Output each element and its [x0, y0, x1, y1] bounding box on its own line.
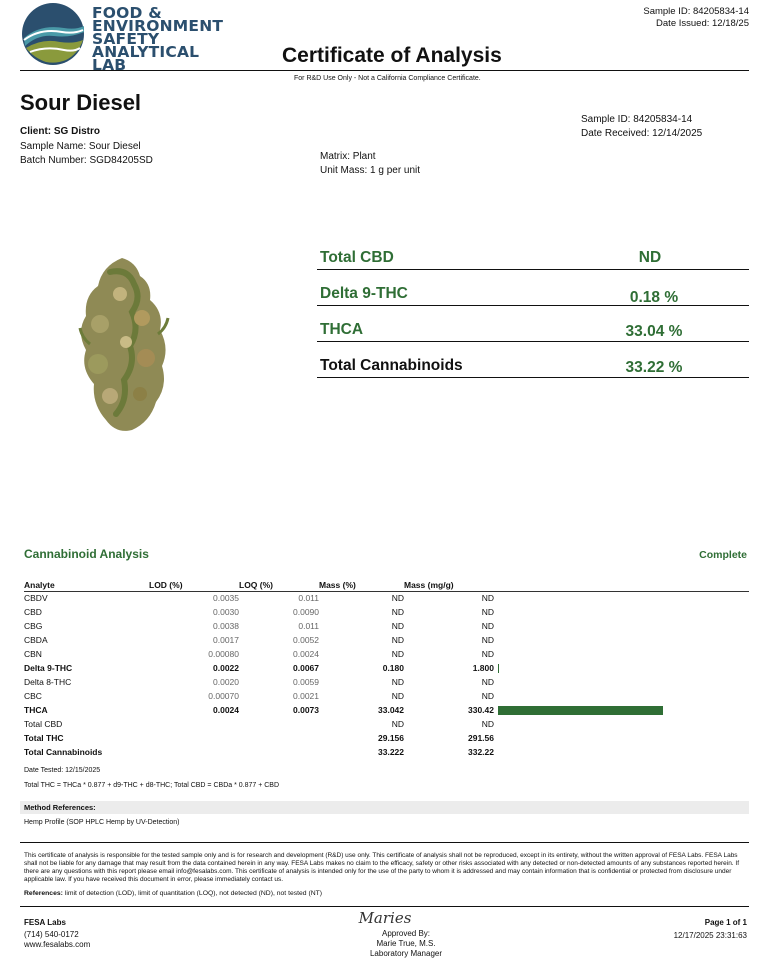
cell-lod: [149, 717, 239, 731]
table-row: [24, 633, 749, 647]
table-row: [24, 647, 749, 661]
method-text: Hemp Profile (SOP HPLC Hemp by UV-Detection): [24, 819, 180, 826]
signature: Maries: [358, 909, 412, 927]
header-subtitle: For R&D Use Only - Not a California Compliance Certificate.: [294, 75, 481, 82]
cell-analyte: CBDA: [24, 635, 48, 645]
col-bar: [494, 579, 749, 591]
footer-website: www.fesalabs.com: [24, 940, 91, 949]
footer-timestamp: 12/17/2025 23:31:63: [673, 931, 747, 940]
cell-mass-mg: 291.56: [468, 733, 494, 743]
cell-loq: 0.0021: [293, 691, 319, 701]
cell-analyte: Total Cannabinoids: [24, 747, 103, 757]
cell-bar: [494, 591, 749, 605]
lab-logo: [20, 2, 224, 74]
unit-mass: Unit Mass: 1 g per unit: [320, 165, 421, 176]
cell-loq: [239, 717, 319, 731]
cell-analyte: Total CBD: [24, 719, 63, 729]
sample-photo: [70, 254, 180, 434]
cell-loq: [239, 745, 319, 759]
col-lod: LOD (%): [149, 579, 239, 591]
cell-loq: 0.0067: [293, 663, 319, 673]
table-body: [24, 591, 749, 759]
analysis-title: Cannabinoid Analysis: [24, 547, 149, 561]
method-divider: [20, 842, 749, 843]
table-row: [24, 731, 749, 745]
cell-mass-mg: ND: [481, 719, 494, 729]
cell-analyte: Total THC: [24, 733, 64, 743]
summary-divider-2: [317, 305, 749, 306]
logo-line-2: ENVIRONMENT: [92, 17, 224, 35]
cell-mass-mg: ND: [481, 677, 494, 687]
footer-divider: [20, 906, 749, 907]
summary-label-delta9: Delta 9-THC: [320, 285, 408, 302]
cell-lod: [149, 731, 239, 745]
summary-value-total-cannabinoids: 33.22 %: [625, 359, 683, 376]
cell-bar: [494, 745, 749, 759]
page-title: Certificate of Analysis: [282, 44, 502, 67]
cell-mass-mg: ND: [481, 649, 494, 659]
summary-value-total-cbd: ND: [638, 249, 662, 266]
cell-loq: [239, 731, 319, 745]
matrix: Matrix: Plant: [320, 151, 376, 162]
summary-value-delta9: 0.18 %: [629, 289, 679, 306]
mass-bar: [498, 664, 499, 673]
cell-lod: 0.0017: [213, 635, 239, 645]
cell-bar: [494, 731, 749, 745]
date-tested: Date Tested: 12/15/2025: [24, 767, 101, 774]
cell-analyte: THCA: [24, 705, 48, 715]
summary-value-thca: 33.04 %: [625, 323, 683, 340]
footer-approver-title: Laboratory Manager: [369, 949, 443, 958]
table-row: [24, 591, 749, 605]
table-row: [24, 605, 749, 619]
cell-mass-pct: ND: [391, 649, 404, 659]
cell-mass-mg: ND: [481, 593, 494, 604]
sample-name: Sample Name: Sour Diesel: [20, 141, 141, 152]
summary-divider-4: [317, 377, 749, 378]
cell-lod: 0.0024: [213, 705, 239, 715]
table-row: [24, 689, 749, 703]
method-header-bar: [20, 801, 749, 814]
footer-phone: (714) 540-0172: [24, 930, 79, 939]
table-row: [24, 745, 749, 759]
summary-label-total-cbd: Total CBD: [320, 249, 394, 266]
cell-analyte: Delta 9-THC: [24, 663, 73, 673]
cell-mass-pct: 33.222: [378, 747, 404, 757]
logo-line-4: ANALYTICAL LAB: [92, 43, 200, 74]
references-label: References:: [24, 890, 63, 897]
footer-approved-by: Approved By:: [381, 929, 431, 938]
cell-mass-pct: 33.042: [378, 705, 404, 715]
cell-bar: [494, 675, 749, 689]
cell-analyte: CBD: [24, 607, 42, 617]
cell-analyte: Delta 8-THC: [24, 677, 72, 687]
cell-mass-pct: ND: [391, 691, 404, 701]
col-loq: LOQ (%): [239, 579, 319, 591]
mass-bar: [498, 706, 663, 715]
disclaimer: This certificate of analysis is responsible for the tested sample only and is for research and development (R&D) use only. This certificate of analysis shall not be reproduced, except in its entirety, without the written approval of FESA Labs. FESA Labs shall not be liable for any damage that may result from the data contained herein in any way. FESA Labs makes no claim to the efficacy, safety or other risks associated with any detected or non-detected amounts of any substances reported herein. If there are any questions with this report please email info@fesalabs.com. This certificate of analysis is intended only for the use of the party to whom it is addressed and may contain information that is confidential or protected from disclosure under applicable law. If you have received this document in error, please immediately contact us.: [24, 852, 740, 883]
cell-loq: 0.0024: [293, 649, 319, 659]
cell-bar: [494, 605, 749, 619]
cell-lod: 0.0030: [213, 607, 239, 617]
references-text: limit of detection (LOD), limit of quantitation (LOQ), not detected (ND), not tested (NT): [62, 890, 323, 897]
cell-lod: 0.0038: [213, 621, 239, 631]
cell-mass-pct: ND: [391, 719, 404, 729]
footer-company: FESA Labs: [24, 918, 66, 927]
cell-bar: [494, 647, 749, 661]
col-mass-pct: Mass (%): [319, 579, 404, 591]
footer-approver: Marie True, M.S.: [376, 939, 436, 948]
cell-bar: [494, 661, 749, 675]
cell-mass-mg: 330.42: [468, 705, 494, 715]
cell-mass-pct: ND: [391, 621, 404, 631]
cell-mass-mg: ND: [481, 621, 494, 631]
cell-bar: [494, 717, 749, 731]
cell-lod: 0.0020: [213, 677, 239, 687]
cell-lod: 0.00070: [208, 691, 239, 701]
summary-divider-1: [317, 269, 749, 270]
cell-analyte: CBC: [24, 691, 42, 701]
table-header-row: [24, 579, 749, 591]
logo-line-1: FOOD &: [92, 4, 162, 22]
table-row: [24, 619, 749, 633]
client-name: Client: SG Distro: [20, 126, 101, 137]
header-divider: [20, 70, 749, 71]
cell-analyte: CBN: [24, 649, 42, 659]
table-row: [24, 717, 749, 731]
cell-analyte: CBG: [24, 621, 43, 631]
cell-mass-mg: ND: [481, 607, 494, 617]
cell-lod: 0.0022: [213, 663, 239, 673]
cell-loq: 0.011: [298, 621, 319, 631]
summary-divider-3: [317, 341, 749, 342]
cell-mass-mg: ND: [481, 635, 494, 645]
footer-page: Page 1 of 1: [704, 918, 747, 927]
total-formula: Total THC = THCa * 0.877 + d9-THC + d8-THC; Total CBD = CBDa * 0.877 + CBD: [24, 782, 280, 789]
cell-loq: 0.0052: [293, 635, 319, 645]
cell-mass-pct: ND: [391, 607, 404, 617]
header-sample-id: Sample ID: 84205834-14: [643, 6, 749, 17]
cell-mass-pct: ND: [391, 635, 404, 645]
lab-logo-emblem: [20, 2, 86, 66]
cell-analyte: CBDV: [24, 593, 48, 604]
cell-lod: 0.0035: [213, 593, 239, 604]
header-date-issued: Date Issued: 12/18/25: [656, 18, 749, 29]
col-analyte: Analyte: [24, 579, 149, 591]
logo-line-3: SAFETY: [92, 30, 160, 48]
analysis-status: Complete: [699, 549, 747, 561]
cell-loq: 0.0090: [293, 607, 319, 617]
col-mass-mg: Mass (mg/g): [404, 579, 494, 591]
table-row: [24, 703, 749, 717]
cell-bar: [494, 633, 749, 647]
table-row: [24, 675, 749, 689]
method-heading: Method References:: [24, 803, 96, 812]
cell-mass-mg: 332.22: [468, 747, 494, 757]
cell-lod: 0.00080: [208, 649, 239, 659]
cell-mass-mg: ND: [481, 691, 494, 701]
cell-mass-pct: ND: [391, 593, 404, 604]
cell-mass-pct: 0.180: [382, 663, 404, 673]
summary-label-thca: THCA: [320, 321, 364, 338]
sample-id-right: Sample ID: 84205834-14: [581, 114, 693, 125]
summary-label-total-cannabinoids: Total Cannabinoids: [320, 357, 463, 374]
cannabinoid-table: [24, 579, 749, 759]
references: [24, 890, 322, 897]
table-row: [24, 661, 749, 675]
cell-loq: 0.011: [298, 593, 319, 604]
cell-mass-pct: 29.156: [378, 733, 404, 743]
cell-bar: [494, 619, 749, 633]
cell-loq: 0.0073: [293, 705, 319, 715]
date-received: Date Received: 12/14/2025: [581, 128, 703, 139]
cell-bar: [494, 689, 749, 703]
batch-number: Batch Number: SGD84205SD: [20, 155, 153, 166]
cell-mass-mg: 1.800: [472, 663, 494, 673]
cell-mass-pct: ND: [391, 677, 404, 687]
cell-bar: [494, 703, 749, 717]
cell-loq: 0.0059: [293, 677, 319, 687]
cell-lod: [149, 745, 239, 759]
sample-title: Sour Diesel: [20, 90, 142, 115]
